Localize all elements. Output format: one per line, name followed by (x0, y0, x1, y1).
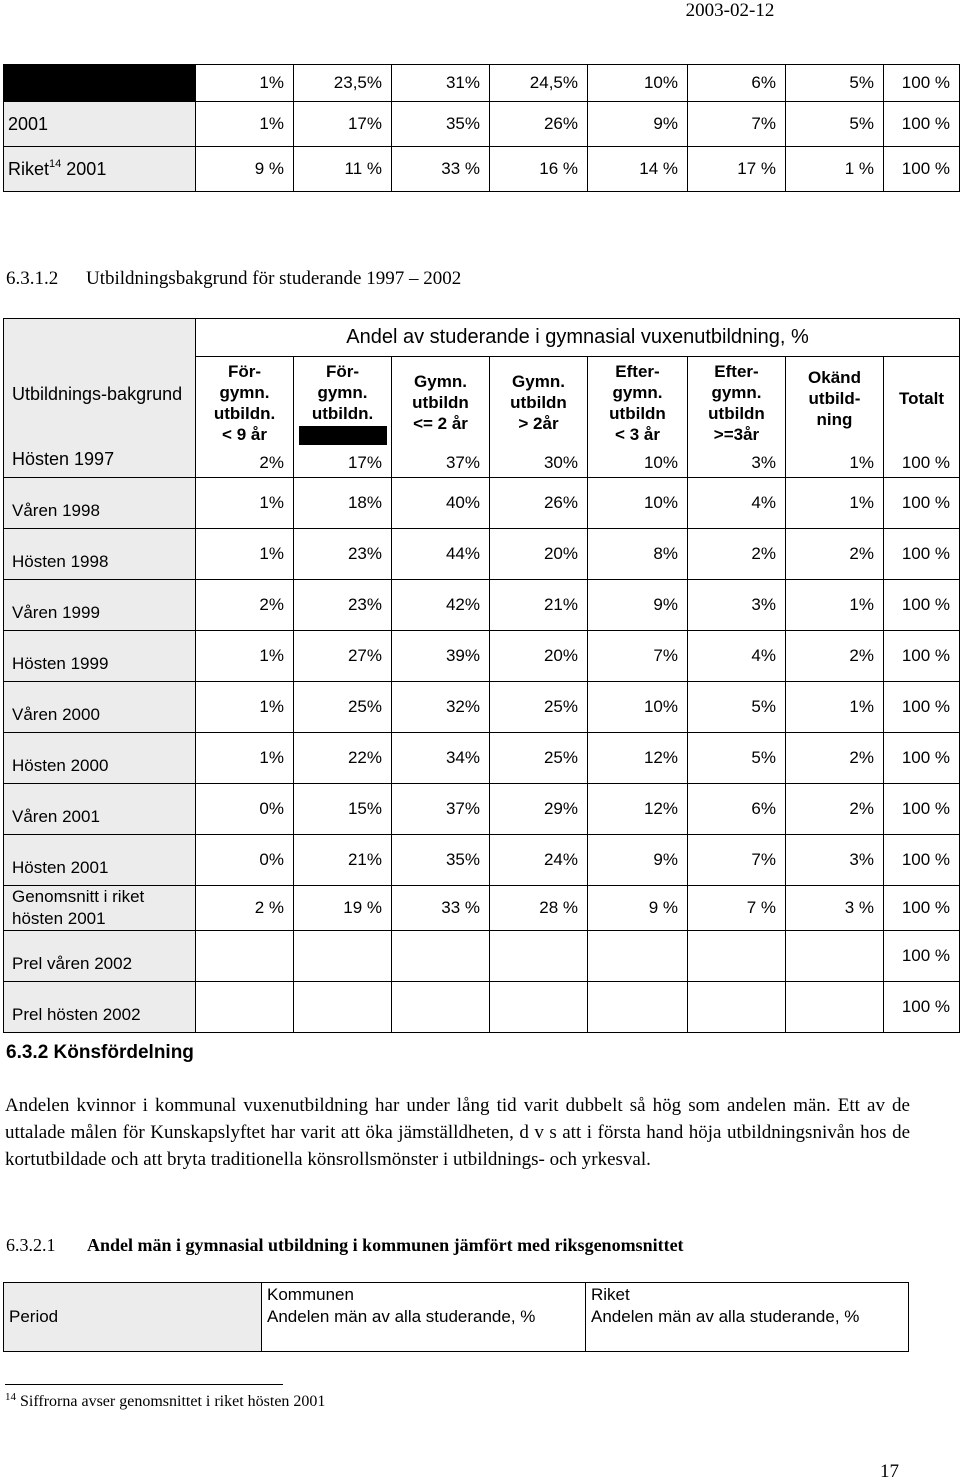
row-label: Hösten 1998 (4, 529, 196, 580)
table-cell: 24,5% (490, 65, 588, 102)
table-cell: 25% (490, 733, 588, 784)
table-cell: 100 % (884, 886, 960, 931)
header-line: utbildn (708, 404, 765, 423)
row-label: Hösten 2001 (4, 835, 196, 886)
table-row (4, 631, 960, 682)
table-cell: 100 % (884, 529, 960, 580)
column-header (490, 357, 588, 446)
header-line: utbildn (609, 404, 666, 423)
header-line: gymn. (219, 383, 270, 402)
table-cell: 21% (490, 580, 588, 631)
table-cell: 26% (490, 478, 588, 529)
document-date: 2003-02-12 (685, 0, 775, 21)
column-header (392, 357, 490, 446)
row-label: Våren 1998 (4, 478, 196, 529)
header-line: Okänd (808, 368, 861, 387)
table-cell: 100 % (884, 835, 960, 886)
table-cell: 17% (294, 102, 392, 147)
table-row (4, 835, 960, 886)
table-cell: 2% (196, 580, 294, 631)
header-line: Riket (591, 1285, 630, 1304)
table-cell: 19 % (294, 886, 392, 931)
table-cell: 7% (688, 102, 786, 147)
table-cell: 100 % (884, 65, 960, 102)
table-cell: 10% (588, 478, 688, 529)
row-label: Prel våren 2002 (4, 931, 196, 982)
table-cell: 31% (392, 65, 490, 102)
table-cell: 2% (196, 445, 294, 478)
table-cell: 18% (294, 478, 392, 529)
table-cell: 10% (588, 445, 688, 478)
table-cell: 0% (196, 835, 294, 886)
table-cell: 3% (786, 835, 884, 886)
header-line: Gymn. (512, 372, 565, 391)
table-cell: 5% (786, 102, 884, 147)
table-super-header: Andel av studerande i gymnasial vuxenutbildning, % (196, 319, 960, 357)
table-row (4, 478, 960, 529)
table-cell: 100 % (884, 931, 960, 982)
table-cell (786, 931, 884, 982)
table-cell: 2% (786, 784, 884, 835)
table-cell: 17 % (688, 147, 786, 192)
row-label: Prel hösten 2002 (4, 982, 196, 1033)
header-line: Andelen män av alla studerande, % (267, 1307, 536, 1326)
header-line: ning (816, 410, 853, 429)
section-title: Andel män i gymnasial utbildning i kommunen jämfört med riksgenomsnittet (87, 1235, 684, 1255)
table-cell: 39% (392, 631, 490, 682)
table-row (4, 784, 960, 835)
row-label (4, 147, 196, 192)
header-line: gymn. (612, 383, 663, 402)
table-cell: 44% (392, 529, 490, 580)
footnote (5, 1393, 325, 1411)
table-cell (786, 982, 884, 1033)
table-row (4, 733, 960, 784)
table-cell: 1% (196, 65, 294, 102)
table-cell: 9% (588, 835, 688, 886)
table-cell (294, 982, 392, 1033)
table-cell: 100 % (884, 445, 960, 478)
table-body (4, 478, 960, 1033)
table-cell: 3% (688, 445, 786, 478)
redacted-cell (4, 65, 196, 102)
table-cell: 0% (196, 784, 294, 835)
row-label: Hösten 1997 (12, 449, 115, 469)
header-line: > 2år (518, 414, 559, 433)
header-line: utbildn (412, 393, 469, 412)
footnote-text: Siffrorna avser genomsnittet i riket hösten 2001 (20, 1393, 326, 1410)
column-header (786, 357, 884, 446)
table-cell: 9% (588, 580, 688, 631)
table-cell: 23,5% (294, 65, 392, 102)
table-cell: 22% (294, 733, 392, 784)
table-cell: 15% (294, 784, 392, 835)
table-cell: 20% (490, 631, 588, 682)
footnote-ref: 14 (49, 157, 62, 170)
table-row (4, 931, 960, 982)
row-label: 2001 (4, 102, 196, 147)
header-line (295, 424, 390, 445)
table-cell: 24% (490, 835, 588, 886)
header-line: Totalt (899, 389, 945, 408)
header-line: >=3år (713, 425, 760, 444)
row-label: Genomsnitt i riket hösten 2001 (4, 886, 196, 931)
table-cell (588, 982, 688, 1033)
table-row (4, 682, 960, 733)
redacted-block (299, 426, 387, 445)
table-cell: 1% (196, 631, 294, 682)
summary-table (3, 64, 960, 192)
body-paragraph: Andelen kvinnor i kommunal vuxenutbildning har under lång tid varit dubbelt så hög som andelen män. Ett av de uttalade målen för Kunskapslyftet har varit att öka jämställdheten, d v s att i första hand höja utbildningsnivån hos de kortutbildade och att bryta traditionella könsrollsmönster i utbildnings- och yrkesval. (5, 1095, 910, 1170)
table-cell (490, 982, 588, 1033)
table-cell: 1% (196, 102, 294, 147)
table-cell: 4% (688, 631, 786, 682)
table-cell (294, 931, 392, 982)
table-cell: 17% (294, 445, 392, 478)
column-header (196, 357, 294, 446)
column-header (586, 1283, 909, 1352)
table-cell: 1% (786, 478, 884, 529)
section-title: Utbildningsbakgrund för studerande 1997 – 2002 (86, 268, 462, 289)
table-cell: 26% (490, 102, 588, 147)
table-row (4, 580, 960, 631)
column-header (588, 357, 688, 446)
column-header (262, 1283, 586, 1352)
table-cell (688, 931, 786, 982)
header-line: gymn. (317, 383, 368, 402)
table-cell: 37% (392, 445, 490, 478)
column-header (688, 357, 786, 446)
table-cell: 2 % (196, 886, 294, 931)
table-cell: 28 % (490, 886, 588, 931)
table-cell (688, 982, 786, 1033)
footnote-number: 14 (5, 1391, 16, 1403)
row-label: Våren 1999 (4, 580, 196, 631)
table-cell (196, 982, 294, 1033)
table-cell: 16 % (490, 147, 588, 192)
table-cell: 33 % (392, 147, 490, 192)
table-cell: 3% (688, 580, 786, 631)
table-cell: 2% (688, 529, 786, 580)
table-cell: 7% (688, 835, 786, 886)
header-line: Gymn. (414, 372, 467, 391)
section-heading (6, 1235, 684, 1256)
table-cell: 1% (196, 478, 294, 529)
table-cell: 100 % (884, 682, 960, 733)
header-line: Andelen män av alla studerande, % (591, 1307, 860, 1326)
table-cell: 11 % (294, 147, 392, 192)
table-cell: 37% (392, 784, 490, 835)
table-cell: 100 % (884, 102, 960, 147)
table-cell: 25% (294, 682, 392, 733)
row-label: Hösten 2000 (4, 733, 196, 784)
table-cell: 100 % (884, 733, 960, 784)
table-cell: 1 % (786, 147, 884, 192)
section-number: 6.3.2.1 (6, 1235, 56, 1255)
table-cell: 1% (786, 580, 884, 631)
table-cell: 27% (294, 631, 392, 682)
section-heading: 6.3.2 Könsfördelning (6, 1042, 194, 1063)
table-cell: 6% (688, 784, 786, 835)
table-cell: 8% (588, 529, 688, 580)
header-line: För- (227, 362, 262, 381)
side-header-cell (4, 319, 196, 478)
section-number: 6.3.1.2 (6, 268, 59, 289)
row-label: Hösten 1999 (4, 631, 196, 682)
header-line: utbildn (510, 393, 567, 412)
table-cell: 5% (786, 65, 884, 102)
row-label-year: 2001 (66, 158, 107, 179)
table-cell: 14 % (588, 147, 688, 192)
table-row (4, 1283, 909, 1352)
table-cell: 25% (490, 682, 588, 733)
table-cell: 5% (688, 682, 786, 733)
table-cell: 29% (490, 784, 588, 835)
table-cell: 7% (588, 631, 688, 682)
table-cell (196, 931, 294, 982)
gender-table (3, 1282, 909, 1352)
table-cell: 100 % (884, 784, 960, 835)
table-cell: 4% (688, 478, 786, 529)
table-cell: 1% (196, 529, 294, 580)
table-cell: 35% (392, 102, 490, 147)
row-label: Våren 2001 (4, 784, 196, 835)
education-background-table (3, 318, 960, 1033)
table-cell: 100 % (884, 631, 960, 682)
table-cell: 12% (588, 784, 688, 835)
table-cell: 9 % (588, 886, 688, 931)
table-cell: 2% (786, 529, 884, 580)
table-cell: 1% (786, 445, 884, 478)
table-row (4, 886, 960, 931)
page-number: 17 (880, 1461, 899, 1482)
table-row (4, 65, 960, 102)
column-header (884, 357, 960, 446)
header-line: Efter- (615, 362, 660, 381)
table-cell: 1% (196, 682, 294, 733)
period-header: Period (4, 1283, 262, 1352)
header-line: gymn. (711, 383, 762, 402)
row-label: Våren 2000 (4, 682, 196, 733)
table-cell: 20% (490, 529, 588, 580)
table-row (4, 147, 960, 192)
table-cell: 3 % (786, 886, 884, 931)
header-line: utbildn. (213, 404, 276, 423)
row-label-text: Riket (8, 158, 50, 179)
header-line: Efter- (714, 362, 759, 381)
table-cell: 30% (490, 445, 588, 478)
table-row (4, 529, 960, 580)
table-cell: 2% (786, 733, 884, 784)
table-cell: 23% (294, 529, 392, 580)
table-cell (490, 931, 588, 982)
table-row (4, 102, 960, 147)
table-cell: 6% (688, 65, 786, 102)
table-cell (392, 931, 490, 982)
table-cell: 5% (688, 733, 786, 784)
header-line: Kommunen (267, 1285, 354, 1304)
table-cell: 100 % (884, 580, 960, 631)
table-cell (588, 931, 688, 982)
column-header (294, 357, 392, 446)
table-cell: 12% (588, 733, 688, 784)
header-line: <= 2 år (413, 414, 468, 433)
header-line: utbildn. (311, 404, 374, 423)
header-line: utbild- (808, 389, 861, 408)
table-cell: 100 % (884, 982, 960, 1033)
section-heading (6, 268, 461, 290)
table-cell: 21% (294, 835, 392, 886)
table-cell: 34% (392, 733, 490, 784)
table-cell: 100 % (884, 478, 960, 529)
table-cell: 9 % (196, 147, 294, 192)
table-cell: 10% (588, 65, 688, 102)
header-line: För- (325, 362, 360, 381)
table-cell: 33 % (392, 886, 490, 931)
table-cell: 42% (392, 580, 490, 631)
table-cell: 7 % (688, 886, 786, 931)
table-cell: 100 % (884, 147, 960, 192)
table-cell: 1% (786, 682, 884, 733)
side-header: Utbildnings-bakgrund (12, 384, 183, 404)
table-cell: 10% (588, 682, 688, 733)
table-cell: 40% (392, 478, 490, 529)
table-cell: 1% (196, 733, 294, 784)
table-cell (392, 982, 490, 1033)
table-cell: 9% (588, 102, 688, 147)
table-cell: 23% (294, 580, 392, 631)
table-cell: 35% (392, 835, 490, 886)
header-line: < 9 år (222, 425, 267, 444)
table-row (4, 982, 960, 1033)
table-cell: 32% (392, 682, 490, 733)
table-cell: 2% (786, 631, 884, 682)
header-line: < 3 år (615, 425, 660, 444)
footnote-separator (5, 1384, 283, 1385)
